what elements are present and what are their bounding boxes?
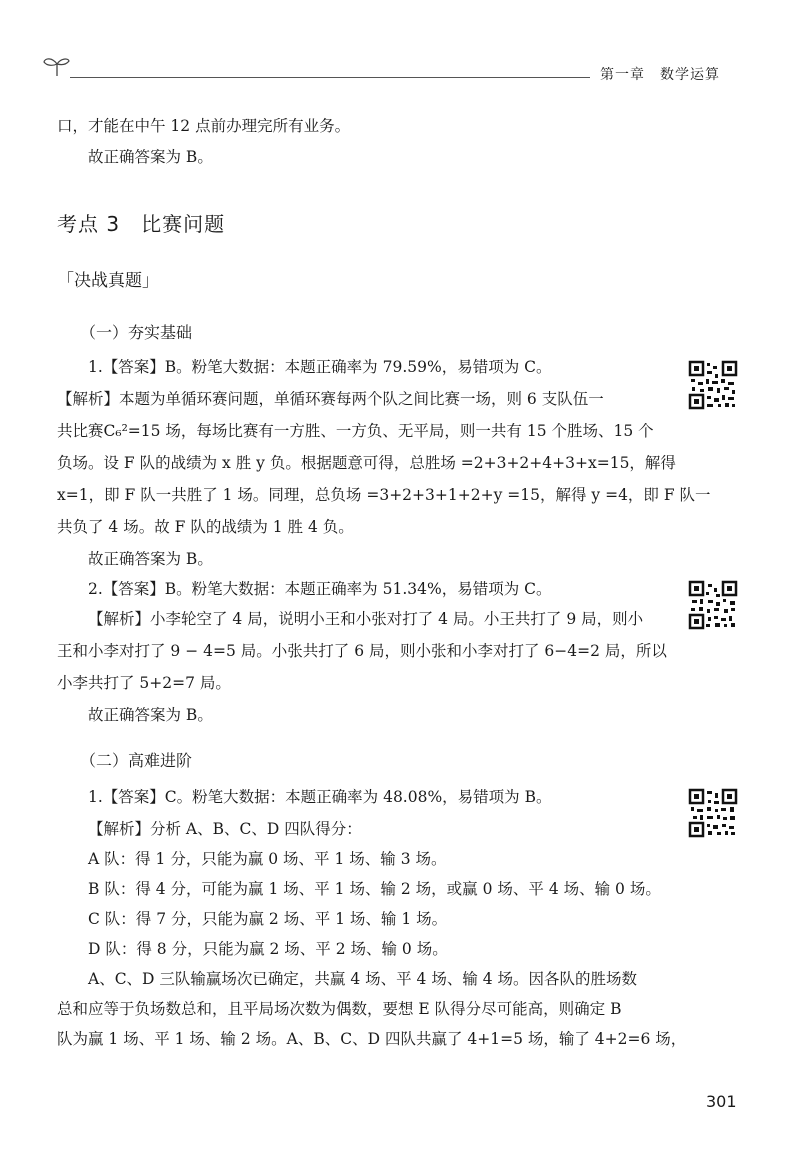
analysis-line: A 队：得 1 分，只能为赢 0 场、平 1 场、输 3 场。: [88, 850, 447, 868]
analysis-line: 共负了 4 场。故 F 队的战绩为 1 胜 4 负。: [57, 518, 354, 536]
text-line: 故正确答案为 B。: [88, 148, 213, 166]
analysis-line: B 队：得 4 分，可能为赢 1 场、平 1 场、输 2 场，或赢 0 场、平 4 场、输 0 场。: [88, 880, 661, 898]
analysis-line: 王和小李对打了 9 − 4=5 局。小张共打了 6 局，则小张和小李对打了 6−4=2 局，所以: [57, 642, 667, 660]
analysis-line: C 队：得 7 分，只能为赢 2 场、平 1 场、输 1 场。: [88, 910, 448, 928]
analysis-line: A、C、D 三队输赢场次已确定，共赢 4 场、平 4 场、输 4 场。因各队的胜场数: [88, 970, 638, 988]
qr-code-icon: [688, 360, 738, 410]
analysis-line: 【解析】小李轮空了 4 局，说明小王和小张对打了 4 局。小王共打了 9 局，则小: [88, 610, 644, 628]
analysis-line: 总和应等于负场数总和，且平局场次数为偶数，要想 E 队得分尽可能高，则确定 B: [57, 1000, 622, 1018]
conclusion-line: 故正确答案为 B。: [88, 550, 213, 568]
part-title: （一）夯实基础: [80, 323, 193, 342]
section-title: 考点 3 比赛问题: [57, 212, 226, 236]
chapter-title: 第一章 数学运算: [600, 67, 720, 83]
analysis-line: 【解析】本题为单循环赛问题，单循环赛每两个队之间比赛一场，则 6 支队伍一: [57, 390, 604, 408]
qr-code-icon: [688, 580, 738, 630]
answer-line: 2.【答案】B。粉笔大数据：本题正确率为 51.34%，易错项为 C。: [88, 580, 552, 598]
answer-line: 1.【答案】C。粉笔大数据：本题正确率为 48.08%，易错项为 B。: [88, 788, 552, 806]
analysis-line: 队为赢 1 场、平 1 场、输 2 场。A、B、C、D 四队共赢了 4+1=5 场，输了 4+2=6 场，: [57, 1030, 687, 1048]
analysis-line: 小李共打了 5+2=7 局。: [57, 674, 231, 692]
part-title: （二）高难进阶: [80, 751, 193, 770]
analysis-line: 共比赛C₆²=15 场，每场比赛有一方胜、一方负、无平局，则一共有 15 个胜场、15 个: [57, 422, 654, 440]
analysis-line: 【解析】分析 A、B、C、D 四队得分：: [88, 820, 362, 838]
page-number: 301: [706, 1092, 737, 1111]
answer-line: 1.【答案】B。粉笔大数据：本题正确率为 79.59%，易错项为 C。: [88, 358, 552, 376]
subsection-title: 「决战真题」: [57, 271, 159, 291]
analysis-line: D 队：得 8 分，只能为赢 2 场、平 2 场、输 0 场。: [88, 940, 448, 958]
header-rule: [70, 77, 590, 78]
conclusion-line: 故正确答案为 B。: [88, 706, 213, 724]
qr-code-icon: [688, 788, 738, 838]
sprout-icon: [42, 55, 72, 77]
analysis-line: x=1，即 F 队一共胜了 1 场。同理，总负场 =3+2+3+1+2+y =15，解得 y =4，即 F 队一: [57, 486, 711, 504]
analysis-line: 负场。设 F 队的战绩为 x 胜 y 负。根据题意可得，总胜场 =2+3+2+4+3+x=15，解得: [57, 454, 676, 472]
text-line: 口，才能在中午 12 点前办理完所有业务。: [57, 117, 351, 135]
